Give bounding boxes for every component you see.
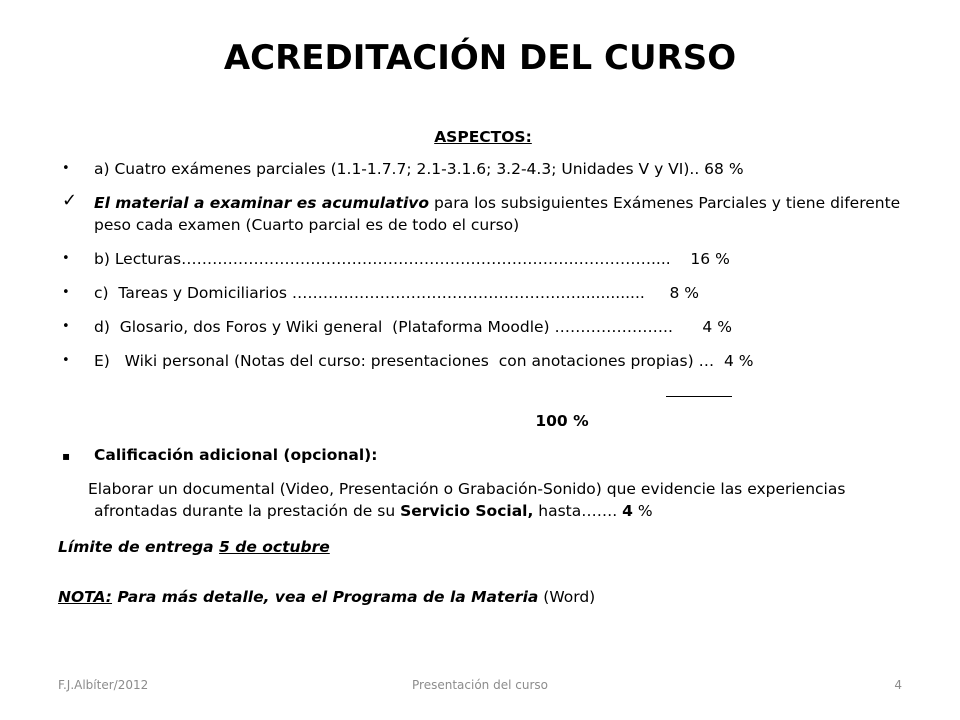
total-divider bbox=[58, 384, 908, 410]
checkmark-icon: ✓ bbox=[62, 190, 78, 211]
footer-author: F.J.Albíter/2012 bbox=[58, 678, 149, 692]
slide-title: ACREDITACIÓN DEL CURSO bbox=[223, 38, 737, 78]
item-text: d) Glosario, dos Foros y Wiki general (Plataforma Moodle) ………………….. 4 % bbox=[94, 318, 732, 336]
note-line bbox=[58, 586, 908, 608]
footer-title: Presentación del curso bbox=[412, 678, 548, 692]
square-bullet-icon: ▪ bbox=[62, 449, 71, 463]
item-text: para los subsiguientes Exámenes Parciales y tiene diferente peso cada examen (Cuarto parcial es de todo el curso) bbox=[94, 194, 901, 234]
optional-grade bbox=[58, 444, 908, 466]
deadline-date: 5 de octubre bbox=[219, 538, 330, 556]
list-item-cumulative bbox=[58, 192, 908, 236]
list-item-exams bbox=[58, 158, 908, 180]
item-emphasis: El material a examinar es acumulativo bbox=[94, 194, 430, 212]
slide-content bbox=[58, 126, 908, 608]
list-item-glossary bbox=[58, 316, 908, 338]
item-text: c) Tareas y Domiciliarios …………………………………………….….............. 8 % bbox=[94, 284, 699, 302]
note-text: Para más detalle, vea el Programa de la Materia bbox=[112, 588, 539, 606]
bullet-icon: • bbox=[62, 319, 70, 334]
note-label: NOTA: bbox=[58, 588, 113, 606]
item-text: E) Wiki personal (Notas del curso: presentaciones con anotaciones propias) … 4 % bbox=[94, 352, 754, 370]
optional-desc-mid: hasta……. bbox=[533, 502, 623, 520]
optional-description bbox=[58, 478, 908, 522]
total-rule bbox=[666, 396, 732, 397]
item-text: b) Lecturas………………………………………………………………….…………….... 16 % bbox=[94, 250, 730, 268]
list-item-wiki bbox=[58, 350, 908, 372]
optional-desc-pct: 4 bbox=[622, 502, 633, 520]
note-extra: (Word) bbox=[538, 588, 596, 606]
optional-desc-bold: Servicio Social, bbox=[400, 502, 534, 520]
aspectos-heading: ASPECTOS: bbox=[434, 128, 532, 146]
optional-label: Calificación adicional (opcional): bbox=[94, 446, 378, 464]
bullet-icon: • bbox=[62, 285, 70, 300]
optional-desc-pre: Elaborar un documental (Video, Presentación o Grabación-Sonido) que evidencie las experiencias afrontadas durante la prestación de su bbox=[88, 480, 846, 520]
bullet-icon: • bbox=[62, 161, 70, 176]
list-item-homework bbox=[58, 282, 908, 304]
total-percentage: 100 % bbox=[535, 412, 589, 430]
footer-page-number: 4 bbox=[894, 678, 902, 692]
optional-desc-end: % bbox=[632, 502, 653, 520]
item-text: a) Cuatro exámenes parciales (1.1-1.7.7; 2.1-3.1.6; 3.2-4.3; Unidades V y VI).. 68 % bbox=[94, 160, 744, 178]
bullet-icon: • bbox=[62, 353, 70, 368]
deadline-prefix: Límite de entrega bbox=[58, 538, 220, 556]
list-item-readings bbox=[58, 248, 908, 270]
deadline-line bbox=[58, 536, 908, 558]
bullet-icon: • bbox=[62, 251, 70, 266]
